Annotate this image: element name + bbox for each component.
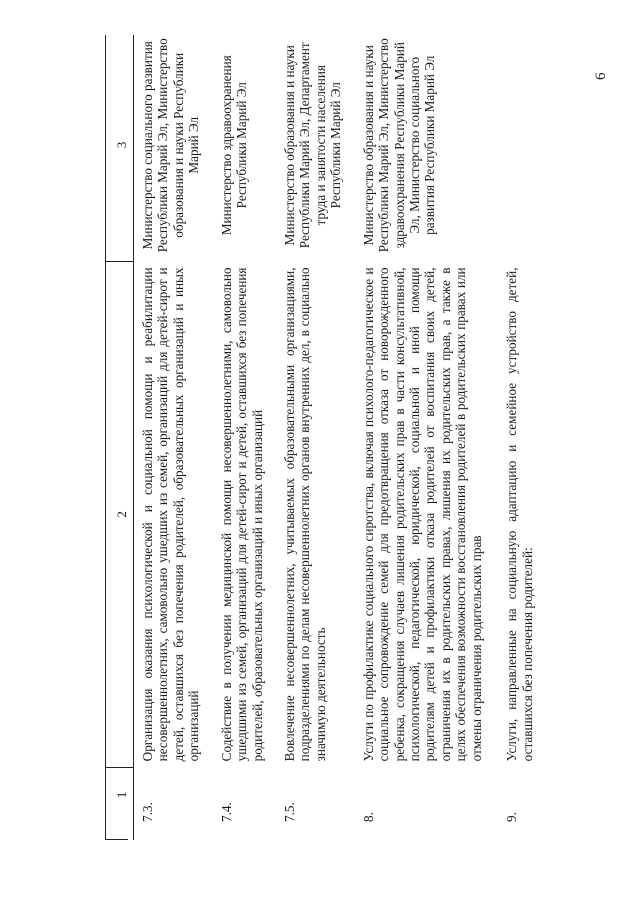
row-executors: Министерство здравоохранения Республики Марий Эл — [218, 55, 250, 236]
row-service-text: Содействие в получении медицинской помощи несовершеннолетними, самовольно ушедшими из семей, организаций для детей-сирот и детей, оставшихся без попечения родителей, образовательных организаций и иных организаций — [218, 267, 265, 762]
row-number: 7.4. — [218, 802, 234, 822]
header-col-3: 3 — [105, 35, 134, 261]
page-number: 6 — [593, 72, 609, 80]
table-header-row — [105, 35, 134, 840]
table-row — [498, 35, 545, 840]
row-service-text: Услуги, направленные на социальную адаптацию и семейное устройство детей, оставшихся без попечения родителей: — [504, 267, 535, 762]
row-executors: Министерство образования и науки Республики Марий Эл, Министерство здравоохранения Республики Марий Эл, Министерство социального развития Республики Марий Эл — [360, 38, 438, 253]
row-service-text: Организация оказания психологической и социальной помощи и реабилитации несовершеннолетних, самовольно ушедших из семей, организаций для детей-сирот и детей, оставшихся без попечения родителей, образовательных организаций и иных организаций — [140, 267, 202, 762]
table-row — [355, 35, 498, 840]
row-executors: Министерство социального развития Республики Марий Эл, Министерство образования и науки Республики Марий Эл — [140, 38, 202, 253]
row-number: 7.5. — [281, 802, 297, 822]
table-row — [134, 35, 213, 840]
row-service-text: Вовлечение несовершеннолетних, учитываемых образовательными организациями, подразделениями по делам несовершеннолетних органов внутренних дел, в социально значимую деятельность — [281, 267, 328, 762]
row-service-text: Услуги по профилактике социального сиротства, включая психолого-педагогическое и социальное сопровождение семей для предотвращения отказа от новорожденного ребенка, сокращения случаев лишения родительских прав в части консультативной, психологической, педагогической, юридической, социальной и иной помощи родителям детей и профилактики отказа родителей от воспитания своих детей, ограничения их в родительских правах, лишения их родительских прав, а также в целях обеспечения возможности восстановления родителей в родительских правах или отмены ограничения родительских прав — [360, 267, 484, 762]
row-number: 8. — [360, 812, 376, 822]
row-number: 9. — [504, 812, 520, 822]
row-executors — [498, 35, 545, 261]
row-executors: Министерство образования и науки Республики Марий Эл, Департамент труда и занятости населения Республики Марий Эл — [281, 42, 344, 249]
services-table — [105, 35, 545, 840]
table-row — [213, 35, 276, 840]
row-number: 7.3. — [140, 802, 155, 822]
header-col-2: 2 — [105, 261, 134, 767]
table-row — [276, 35, 355, 840]
header-col-1: 1 — [105, 767, 134, 840]
